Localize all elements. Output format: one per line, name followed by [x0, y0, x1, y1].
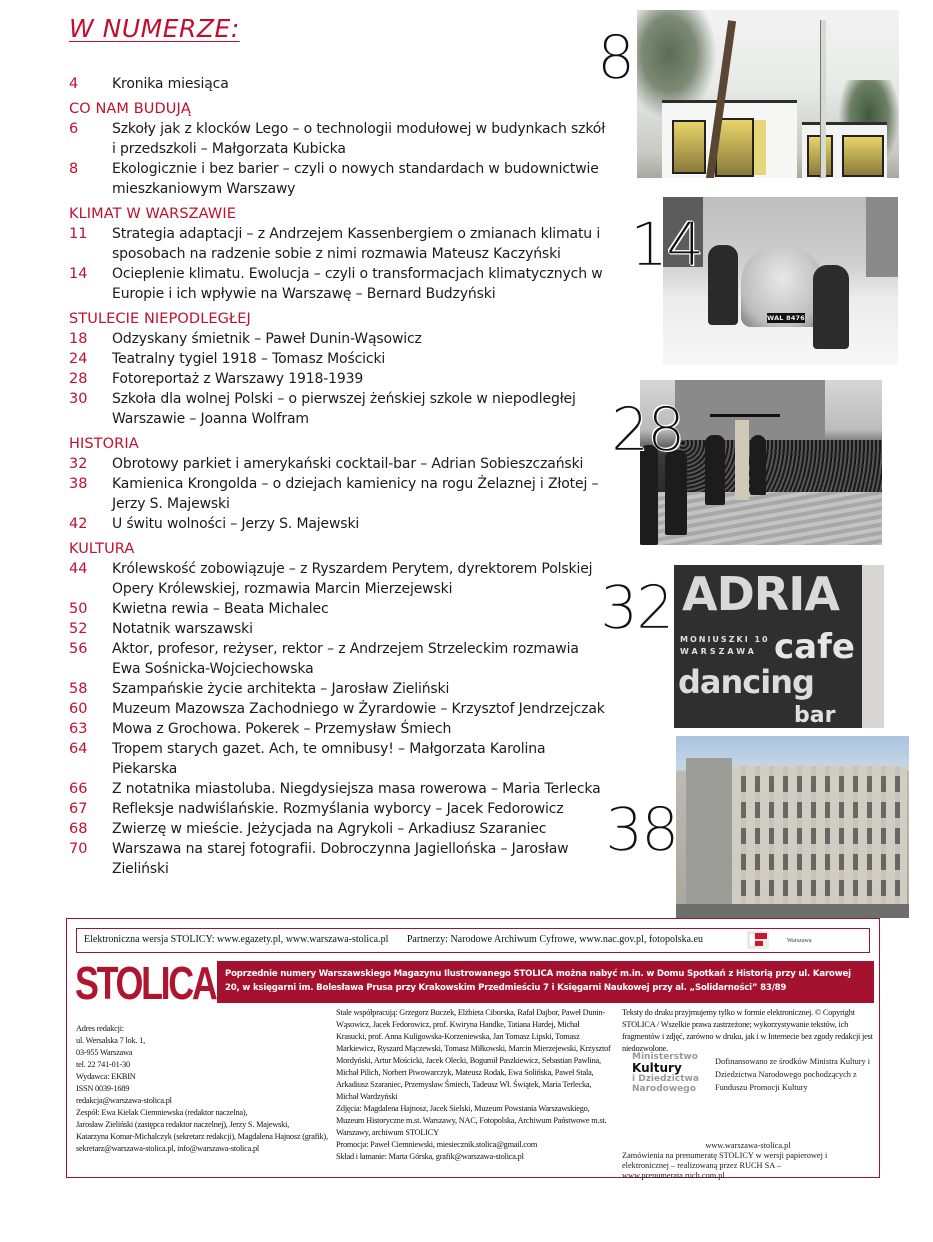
ministry-logo-line: Ministerstwo: [632, 1052, 698, 1062]
toc-section-heading: KULTURA: [69, 541, 135, 557]
toc-title: Obrotowy parkiet i amerykański cocktail-bar – Adrian Sobieszczański: [112, 456, 584, 472]
electronic-version-text: Elektroniczna wersja STOLICY: www.egazety.pl, www.warszawa-stolica.pl: [84, 934, 389, 945]
toc-section: [69, 310, 609, 429]
photo-page-number: 8: [597, 23, 634, 93]
toc-title: Odzyskany śmietnik – Paweł Dunin-Wąsowicz: [112, 331, 422, 347]
photo-tenement-building: [676, 736, 909, 918]
toc-title: Teatralny tygiel 1918 – Tomasz Mościcki: [112, 351, 386, 367]
toc-section-heading: STULECIE NIEPODLEGŁEJ: [69, 311, 251, 327]
toc-entry[interactable]: [69, 454, 609, 474]
toc-title: Szampańskie życie architekta – Jarosław Zieliński: [112, 681, 450, 697]
contributors-paragraph: Promocja: Paweł Ciemniewski, miesiecznik.stolica@gmail.com: [336, 1140, 538, 1149]
poster-bar: bar: [794, 703, 836, 728]
toc-entry[interactable]: [69, 159, 609, 199]
toc-entry[interactable]: [69, 264, 609, 304]
toc-title: Refleksje nadwiślańskie. Rozmyślania wyborcy – Jacek Fedorowicz: [112, 801, 564, 817]
subscription-text: Zamówienia na prenumeratę STOLICY w wersji papierowej i elektronicznej – realizowaną przez RUCH SA – www.prenumerata.ruch.com.pl: [622, 1151, 828, 1180]
photo-page-number: 14: [630, 210, 703, 280]
photo-school-building: [637, 10, 899, 178]
contributors-paragraph: Skład i łamanie: Marta Górska, grafik@warszawa-stolica.pl: [336, 1152, 524, 1161]
toc-page-number: 50: [69, 601, 88, 617]
toc-section-heading: HISTORIA: [69, 436, 139, 452]
photo-page-number: 38: [605, 795, 678, 865]
toc-page-number: 68: [69, 821, 88, 837]
contributors-paragraph: Stale współpracują: Grzegorz Buczek, Elżbieta Ciborska, Rafał Dajbor, Paweł Dunin-Wąsowicz, Jacek Fedorowicz, prof. Kwiryna Handke, Tatiana Hardej, Michał Krasucki, prof. Anna Kuligowska-Korzeniewska, Jan Tomasz Lipski, Tomasz Markiewicz, Ryszard Mączewski, Tomasz Miłkowski, Marcin Mierzejewski, Krzysztof Mordyński, Artur Mościcki, Jacek Olecki, Bogumił Paszkiewicz, Sebastian Pawlina, Michał Pilich, Norbert Piwowarczyk, Mateusz Rodak, Ewa Solińska, Paweł Stala, Arkadiusz Szaraniec, Przemysław Śmiech, Tadeusz Wł. Świątek, Maria Terlecka, Michał Wardzyński: [336, 1008, 611, 1101]
contributors: [336, 1007, 611, 1163]
ministry-logo-line: i Dziedzictwa: [632, 1074, 699, 1084]
address-line: tel. 22 741-01-30: [76, 1060, 130, 1069]
toc-page-number: 14: [69, 266, 88, 282]
toc-page-number: 24: [69, 351, 88, 367]
toc-page-number: 63: [69, 721, 88, 737]
toc-page-number: 38: [69, 476, 88, 492]
electronic-version-bar: [76, 928, 870, 953]
editorial-address: [76, 1023, 341, 1155]
toc-title: Kamienica Krongolda – o dziejach kamienicy na rogu Żelaznej i Złotej – Jerzy S. Majewski: [112, 476, 599, 512]
toc-title: Ekologicznie i bez barier – czyli o nowych standardach w budownictwie mieszkaniowym Warszawy: [112, 161, 599, 197]
toc-title: Ocieplenie klimatu. Ewolucja – czyli o transformacjach klimatycznych w Europie i ich wpływie na Warszawę – Bernard Budzyński: [112, 266, 603, 302]
stolica-logo: STOLICA: [75, 957, 216, 1009]
poster-dancing: dancing: [678, 663, 814, 701]
toc-section: [69, 435, 609, 534]
ministry-logo-line: Kultury: [632, 1061, 682, 1075]
toc-page-number: 56: [69, 641, 88, 657]
toc-entry[interactable]: [69, 799, 609, 819]
toc-entry[interactable]: [69, 349, 609, 369]
funding-note: Dofinansowano ze środków Ministra Kultury i Dziedzictwa Narodowego pochodzących z Funduszu Promocji Kultury: [715, 1057, 871, 1092]
toc-title: Aktor, profesor, reżyser, rektor – z Andrzejem Strzeleckim rozmawia Ewa Sośnicka-Wojciechowska: [112, 641, 579, 677]
toc-page-number: 30: [69, 391, 88, 407]
ministry-logo-line: Narodowego: [632, 1084, 696, 1094]
toc-entry[interactable]: [69, 389, 609, 429]
toc-title: Królewskość zobowiązuje – z Ryszardem Perytem, dyrektorem Polskiej Opery Królewskiej, rozmawia Marcin Mierzejewski: [112, 561, 593, 597]
subscription-info: [622, 1141, 874, 1181]
toc-page-number: 42: [69, 516, 88, 532]
address-line: ul. Wersalska 7 lok. 1,: [76, 1036, 146, 1045]
toc-title: Tropem starych gazet. Ach, te omnibusy! – Małgorzata Karolina Piekarska: [112, 741, 546, 777]
contributors-paragraph: Zdjęcia: Magdalena Hajnosz, Jacek Sielski, Muzeum Powstania Warszawskiego, Muzeum Historyczne m.st. Warszawy, NAC, Fotopolska, Archiwum Państwowe m.st. Warszawy, archiwum STOLICY: [336, 1104, 607, 1137]
toc-entry[interactable]: [69, 74, 609, 94]
toc-page-number: 60: [69, 701, 88, 717]
toc-title: Szkoła dla wolnej Polski – o pierwszej żeńskiej szkole w niepodległej Warszawie – Joanna Wolfram: [112, 391, 576, 427]
toc-page-number: 58: [69, 681, 88, 697]
toc-entry[interactable]: [69, 719, 609, 739]
copyright-notice: Teksty do druku przyjmujemy tylko w formie elektronicznej. © Copyright STOLICA / Wszelkie prawa zastrzeżone; wykorzystywanie tekstów, ich fragmentów i zdjęć, zarówno w druku, jak i w Internecie bez zgody redakcji jest niedozwolone.: [622, 1008, 873, 1053]
toc-entry[interactable]: [69, 224, 609, 264]
poster-title: ADRIA: [682, 567, 839, 621]
toc-entry[interactable]: [69, 679, 609, 699]
toc-page-number: 52: [69, 621, 88, 637]
toc-page-number: 8: [69, 161, 79, 177]
photo-page-number: 28: [611, 395, 684, 465]
toc-page-number: 70: [69, 841, 88, 857]
back-issues-banner: Poprzednie numery Warszawskiego Magazynu Ilustrowanego STOLICA można nabyć m.in. w Domu Spotkań z Historią przy ul. Karowej 20, w księgarni im. Bolesława Prusa przy Krakowskim Przedmieściu 7 i Księgarni Naukowej przy al. „Solidarności” 83/89: [217, 961, 874, 1003]
toc-entry[interactable]: [69, 839, 609, 879]
poster-address: MONIUSZKI 10: [680, 635, 770, 644]
footer-imprint: [66, 918, 880, 1178]
toc-entry[interactable]: [69, 474, 609, 514]
toc-page-number: 6: [69, 121, 79, 137]
ministry-of-culture-logo: [632, 1052, 699, 1094]
toc-section-heading: KLIMAT W WARSZAWIE: [69, 206, 236, 222]
toc-title: Z notatnika miastoluba. Niegdysiejsza masa rowerowa – Maria Terlecka: [112, 781, 601, 797]
poster-cafe: cafe: [774, 627, 855, 667]
partners-text: Partnerzy: Narodowe Archiwum Cyfrowe, www.nac.gov.pl, fotopolska.eu: [406, 934, 703, 945]
toc-page-number: 28: [69, 371, 88, 387]
address-line: Wydawca: EKBIN: [76, 1072, 136, 1081]
toc-entry[interactable]: [69, 369, 609, 389]
toc-page-number: 32: [69, 456, 88, 472]
toc-title: Kwietna rewia – Beata Michalec: [112, 601, 329, 617]
toc-entry[interactable]: [69, 119, 609, 159]
toc-title: Fotoreportaż z Warszawy 1918-1939: [112, 371, 364, 387]
toc-entry[interactable]: [69, 699, 609, 719]
toc-entry[interactable]: [69, 619, 609, 639]
toc-page-number: 11: [69, 226, 88, 242]
toc-title: Zwierzę w mieście. Jeżycjada na Agrykoli – Arkadiusz Szaraniec: [112, 821, 547, 837]
toc-title: Warszawa na starej fotografii. Dobroczynna Jagiellońska – Jarosław Zieliński: [112, 841, 569, 877]
toc-title: Notatnik warszawski: [112, 621, 253, 637]
toc-section: [69, 540, 609, 879]
warszawa-logo-icon: Warszawa: [787, 938, 812, 944]
toc-page-number: 4: [69, 76, 79, 92]
website-link[interactable]: www.warszawa-stolica.pl: [705, 1141, 791, 1150]
page-title: W NUMERZE:: [69, 14, 240, 43]
photo-adria-poster: [674, 565, 884, 728]
toc-section: [69, 100, 609, 199]
toc-page-number: 67: [69, 801, 88, 817]
toc-entry[interactable]: [69, 739, 609, 779]
address-line: ISSN 0039-1689: [76, 1084, 130, 1093]
toc-section: [69, 205, 609, 304]
address-line: Zespół: Ewa Kielak Ciemniewska (redaktor naczelna),: [76, 1108, 248, 1117]
address-line: redakcja@warszawa-stolica.pl: [76, 1096, 172, 1105]
toc-page-number: 64: [69, 741, 88, 757]
address-line: 03-955 Warszawa: [76, 1048, 133, 1057]
toc-entry[interactable]: [69, 599, 609, 619]
poster-city: WARSZAWA: [680, 647, 757, 656]
address-line: sekretarz@warszawa-stolica.pl, info@warszawa-stolica.pl: [76, 1144, 260, 1153]
toc-page-number: 44: [69, 561, 88, 577]
toc-entry[interactable]: [69, 819, 609, 839]
fotopolska-logo-icon: [747, 931, 769, 949]
toc-page-number: 66: [69, 781, 88, 797]
toc-entry[interactable]: [69, 779, 609, 799]
toc-title: Strategia adaptacji – z Andrzejem Kassenbergiem o zmianach klimatu i sposobach na radzenie sobie z nimi rozmawia Mateusz Kaczyński: [112, 226, 601, 262]
address-line: Adres redakcji:: [76, 1024, 124, 1033]
photo-page-number: 32: [600, 573, 673, 643]
toc-title: U świtu wolności – Jerzy S. Majewski: [112, 516, 360, 532]
license-plate: WAL 8476: [767, 314, 805, 322]
toc-title: Szkoły jak z klocków Lego – o technologii modułowej w budynkach szkół i przedszkoli – Małgorzata Kubicka: [112, 121, 606, 157]
toc-section-heading: CO NAM BUDUJĄ: [69, 101, 191, 117]
toc-entry[interactable]: [69, 329, 609, 349]
toc-page-number: 18: [69, 331, 88, 347]
table-of-contents: [69, 74, 609, 885]
toc-entry[interactable]: [69, 639, 609, 679]
address-line: Jarosław Zieliński (zastępca redaktor naczelnej), Jerzy S. Majewski,: [76, 1120, 290, 1129]
toc-title: Muzeum Mazowsza Zachodniego w Żyrardowie – Krzysztof Jendrzejczak: [112, 701, 605, 717]
toc-title: Mowa z Grochowa. Pokerek – Przemysław Śmiech: [112, 721, 452, 737]
toc-entry[interactable]: [69, 559, 609, 599]
toc-title: Kronika miesiąca: [112, 76, 229, 92]
toc-entry[interactable]: [69, 514, 609, 534]
address-line: Katarzyna Komar-Michalczyk (sekretarz redakcji), Magdalena Hajnosz (grafik),: [76, 1132, 328, 1141]
